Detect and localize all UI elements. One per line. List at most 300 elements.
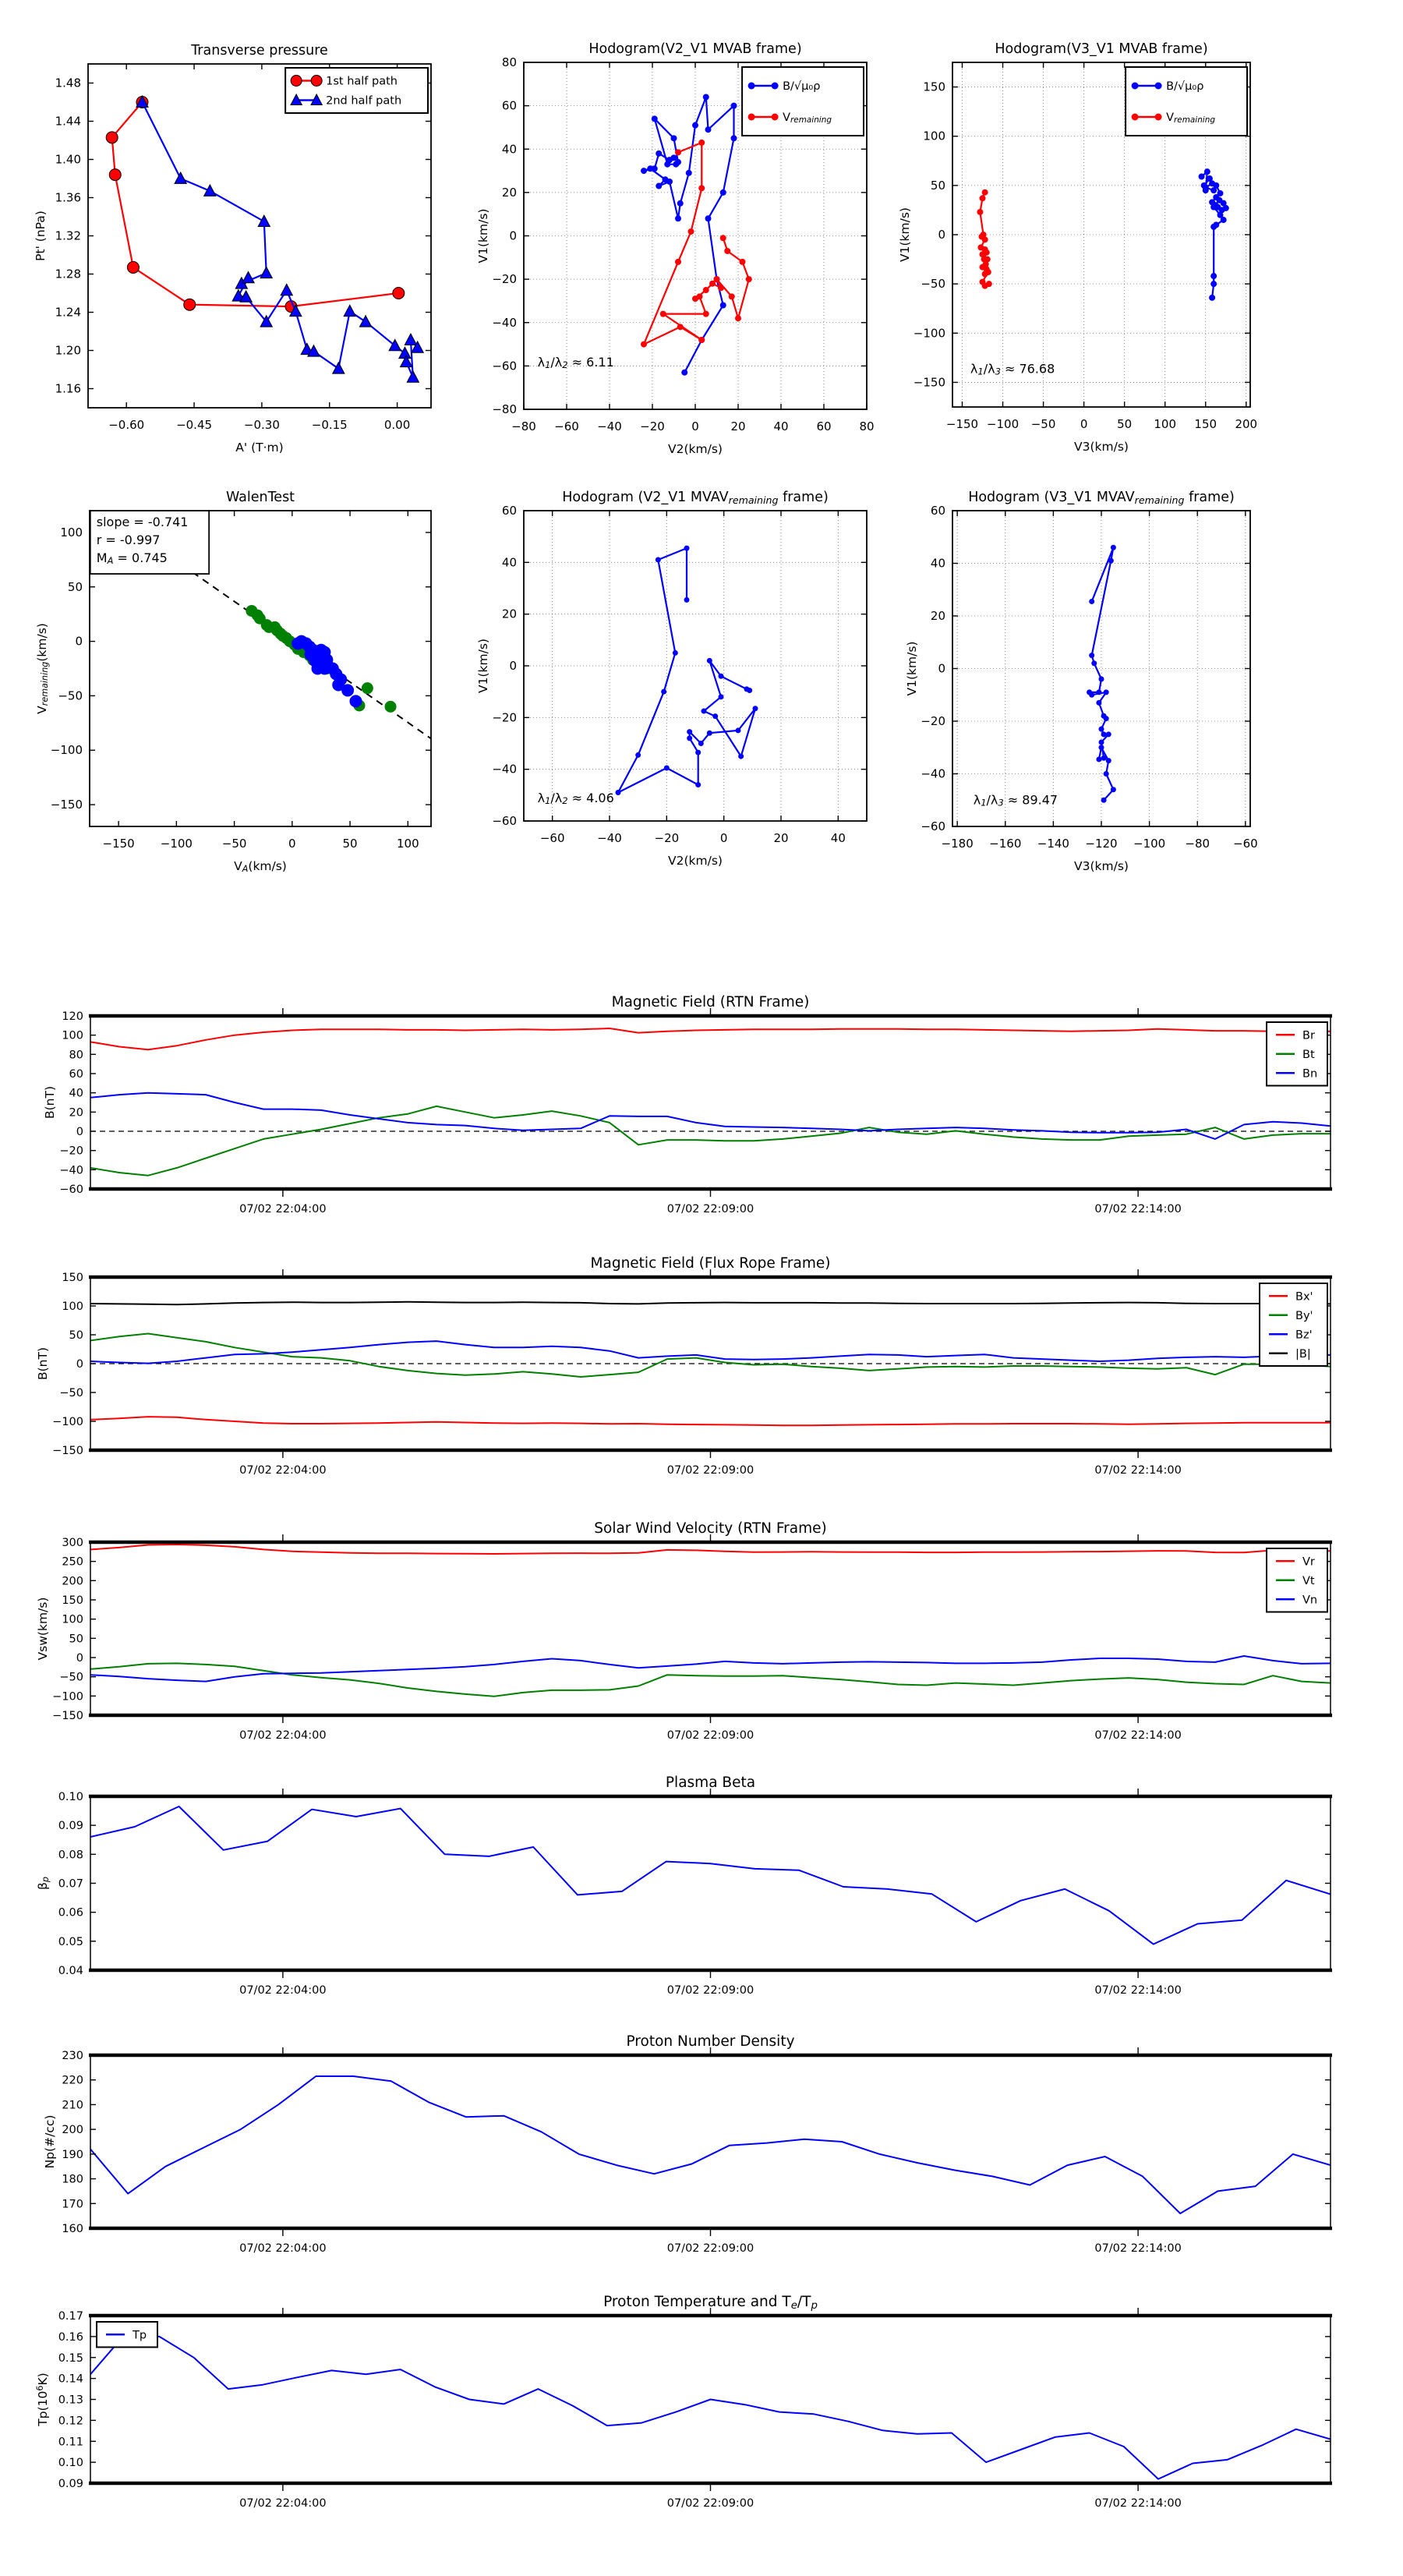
y-tick-label: −100 — [52, 1690, 83, 1704]
x-tick-label: 07/02 22:09:00 — [666, 1464, 755, 1477]
x-axis-label: V2(km/s) — [668, 854, 723, 868]
legend-label: Vremaining — [1166, 111, 1215, 125]
data-point — [705, 126, 712, 133]
data-point — [1101, 755, 1107, 761]
data-point — [735, 315, 741, 321]
y-tick-label: 100 — [62, 1029, 83, 1042]
data-point — [677, 200, 684, 207]
y-tick-label: 200 — [62, 1575, 83, 1588]
data-point — [1096, 756, 1101, 762]
y-tick-label: 40 — [501, 142, 517, 157]
y-tick-label: 150 — [62, 1272, 83, 1284]
x-tick-label: −60 — [554, 419, 579, 433]
data-point — [753, 706, 758, 711]
data-point — [291, 76, 302, 87]
y-tick-label: 0 — [509, 228, 517, 243]
y-tick-label: 0 — [938, 228, 945, 242]
y-tick-label: 20 — [501, 185, 517, 200]
y-tick-label: 50 — [69, 1329, 83, 1342]
x-tick-label: 100 — [396, 837, 419, 851]
data-point — [1199, 173, 1205, 179]
data-point — [1210, 204, 1217, 211]
data-point — [703, 287, 709, 293]
data-point — [341, 684, 354, 696]
annotation-text: λ1/λ2 ≈ 6.11 — [537, 354, 614, 371]
data-point — [1101, 731, 1107, 737]
data-point — [748, 83, 755, 90]
data-point — [731, 103, 737, 109]
legend-label: 2nd half path — [326, 94, 402, 108]
y-tick-label: 20 — [501, 607, 517, 621]
data-point — [698, 140, 705, 146]
data-point — [705, 215, 712, 221]
y-tick-label: 1.32 — [55, 228, 81, 243]
y-tick-label: 1.16 — [55, 381, 81, 396]
data-point — [703, 311, 709, 317]
x-tick-label: 200 — [1235, 417, 1258, 431]
data-point — [702, 709, 707, 714]
data-point — [1209, 295, 1215, 301]
data-point — [772, 114, 779, 121]
data-point — [740, 259, 746, 265]
y-tick-label: 100 — [62, 1300, 83, 1313]
data-point — [738, 754, 744, 759]
x-tick-label: 40 — [830, 831, 846, 845]
y-axis-label: V1(km/s) — [905, 641, 919, 696]
x-tick-label: −40 — [597, 419, 622, 433]
panel-title: Transverse pressure — [191, 43, 328, 58]
data-point — [1108, 558, 1114, 564]
data-point — [747, 688, 752, 693]
data-point — [712, 713, 718, 719]
y-tick-label: 160 — [62, 2223, 83, 2235]
x-tick-label: 07/02 22:04:00 — [239, 1203, 327, 1215]
y-tick-label: −50 — [59, 1387, 83, 1399]
x-tick-label: 20 — [773, 831, 789, 845]
x-tick-label: −20 — [654, 831, 680, 845]
y-tick-label: −50 — [58, 688, 83, 703]
x-tick-label: −0.60 — [108, 418, 145, 432]
data-point — [720, 303, 726, 309]
y-tick-label: 0 — [938, 661, 945, 676]
panel-title: Proton Number Density — [626, 2033, 795, 2050]
data-point — [311, 76, 322, 87]
y-tick-label: 180 — [62, 2173, 83, 2186]
y-tick-label: 150 — [923, 80, 945, 94]
data-point — [1096, 689, 1101, 695]
annotation-text: λ1/λ2 ≈ 4.06 — [537, 791, 614, 807]
y-tick-label: 0.10 — [58, 1791, 83, 1803]
y-tick-label: 0.17 — [58, 2310, 83, 2323]
x-tick-label: −150 — [945, 417, 979, 431]
data-point — [1221, 217, 1227, 223]
x-tick-label: 07/02 22:14:00 — [1094, 1464, 1182, 1477]
x-tick-label: 07/02 22:04:00 — [239, 2497, 327, 2510]
data-point — [652, 115, 658, 122]
x-tick-label: −50 — [221, 837, 247, 851]
y-tick-label: 0.11 — [58, 2436, 83, 2449]
x-tick-label: 60 — [816, 419, 832, 433]
y-axis-label: V1(km/s) — [476, 639, 490, 693]
y-tick-label: 210 — [62, 2099, 83, 2112]
data-point — [720, 189, 726, 196]
data-point — [652, 165, 658, 172]
y-tick-label: 0.08 — [58, 1849, 83, 1862]
panel-title: Proton Temperature and Te/Tp — [603, 2294, 818, 2312]
y-tick-label: 80 — [69, 1049, 83, 1062]
y-tick-label: 120 — [62, 1010, 83, 1023]
y-tick-label: 0 — [76, 1126, 83, 1138]
legend-label: Bz' — [1295, 1329, 1313, 1342]
y-tick-label: −60 — [59, 1184, 83, 1196]
data-point — [641, 168, 647, 174]
data-point — [1111, 787, 1116, 792]
data-point — [686, 170, 692, 176]
y-tick-label: 50 — [67, 579, 83, 594]
data-point — [724, 248, 730, 254]
legend-label: Vr — [1302, 1555, 1315, 1569]
y-tick-label: 1.40 — [55, 152, 81, 167]
data-point — [106, 132, 118, 143]
x-tick-label: 100 — [1154, 417, 1177, 431]
data-point — [1096, 700, 1101, 706]
y-tick-label: 230 — [62, 2050, 83, 2062]
legend-label: 1st half path — [326, 75, 398, 88]
data-point — [1210, 273, 1217, 279]
y-tick-label: −20 — [492, 710, 517, 725]
x-tick-label: 07/02 22:04:00 — [239, 1464, 327, 1477]
data-point — [748, 114, 755, 121]
y-tick-label: 40 — [69, 1087, 83, 1100]
y-tick-label: 100 — [923, 129, 945, 143]
x-tick-label: 07/02 22:04:00 — [239, 1729, 327, 1742]
legend-box — [742, 67, 864, 136]
annotation-text: slope = -0.741 — [96, 515, 189, 530]
y-tick-label: −20 — [921, 714, 945, 728]
x-tick-label: 07/02 22:04:00 — [239, 1984, 327, 1997]
data-point — [385, 701, 397, 713]
data-point — [687, 735, 692, 741]
data-point — [664, 161, 670, 168]
y-tick-label: −60 — [492, 359, 517, 373]
y-axis-label: βp — [36, 1877, 51, 1890]
data-point — [1099, 740, 1104, 745]
data-point — [1099, 745, 1104, 750]
y-tick-label: 0.09 — [58, 2478, 83, 2490]
y-axis-label: B(nT) — [43, 1085, 57, 1120]
y-axis-label: Np(#/cc) — [43, 2114, 57, 2169]
x-tick-label: −40 — [597, 831, 622, 845]
x-axis-label: A' (T·m) — [235, 441, 284, 455]
data-point — [729, 293, 735, 299]
x-tick-label: 0 — [288, 837, 296, 851]
y-tick-label: −40 — [921, 766, 945, 781]
x-axis-label: VA(km/s) — [234, 859, 287, 875]
data-point — [635, 752, 641, 758]
x-tick-label: 50 — [1117, 417, 1133, 431]
x-tick-label: −60 — [1233, 837, 1258, 851]
data-point — [1132, 83, 1139, 90]
y-tick-label: 40 — [501, 555, 517, 570]
x-axis-label: V3(km/s) — [1074, 859, 1129, 873]
y-tick-label: 60 — [69, 1068, 83, 1081]
data-point — [977, 209, 983, 215]
data-point — [656, 183, 662, 189]
legend-box — [1267, 1022, 1327, 1086]
legend-label: B/√μ₀ρ — [783, 80, 821, 93]
data-point — [675, 149, 681, 155]
data-point — [688, 228, 694, 235]
legend-label: |B| — [1295, 1347, 1311, 1361]
panel-title: Solar Wind Velocity (RTN Frame) — [594, 1520, 827, 1537]
data-point — [982, 189, 988, 196]
x-tick-label: 07/02 22:14:00 — [1094, 2497, 1182, 2510]
data-point — [703, 94, 709, 101]
data-point — [681, 370, 687, 376]
data-point — [660, 311, 666, 317]
data-point — [714, 276, 720, 282]
data-point — [1091, 660, 1097, 666]
x-tick-label: 20 — [730, 419, 746, 433]
y-tick-label: 0.15 — [58, 2351, 83, 2365]
data-point — [719, 674, 724, 679]
legend-label: Vt — [1302, 1574, 1315, 1587]
legend-label: B/√μ₀ρ — [1166, 80, 1204, 93]
y-tick-label: 200 — [62, 2124, 83, 2137]
x-tick-label: −100 — [1133, 837, 1166, 851]
y-tick-label: 1.28 — [55, 267, 81, 281]
data-point — [1106, 731, 1111, 737]
y-tick-label: −50 — [921, 277, 945, 292]
x-tick-label: −0.30 — [243, 418, 280, 432]
data-point — [616, 790, 621, 795]
y-tick-label: −100 — [52, 1416, 83, 1428]
x-tick-label: −60 — [539, 831, 565, 845]
x-tick-label: −20 — [640, 419, 665, 433]
x-tick-label: 07/02 22:09:00 — [666, 1203, 755, 1215]
legend-label: Tp — [133, 2329, 147, 2342]
y-axis-label: Tp(106K) — [35, 2373, 50, 2426]
data-point — [673, 650, 678, 656]
y-tick-label: 0.04 — [58, 1965, 83, 1977]
data-point — [1099, 727, 1104, 732]
data-point — [707, 658, 712, 663]
x-tick-label: −180 — [941, 837, 974, 851]
x-tick-label: −80 — [1185, 837, 1210, 851]
legend-label: Br — [1302, 1029, 1315, 1042]
y-tick-label: −150 — [50, 798, 83, 812]
x-tick-label: 0.00 — [383, 418, 411, 432]
panel-title: Plasma Beta — [665, 1775, 756, 1791]
x-tick-label: −0.15 — [311, 418, 348, 432]
data-point — [1204, 168, 1210, 175]
y-tick-label: 0 — [76, 1652, 83, 1665]
data-point — [677, 324, 684, 330]
y-tick-label: 1.24 — [55, 305, 81, 320]
y-tick-label: 0.06 — [58, 1906, 83, 1920]
y-tick-label: 0.10 — [58, 2457, 83, 2470]
data-point — [316, 658, 328, 671]
data-point — [986, 281, 992, 287]
data-point — [707, 731, 712, 736]
x-axis-label: V3(km/s) — [1074, 440, 1129, 454]
x-tick-label: 80 — [859, 419, 875, 433]
y-tick-label: 0.07 — [58, 1877, 83, 1891]
data-point — [719, 694, 724, 699]
y-tick-label: 0.14 — [58, 2373, 83, 2386]
panel-title: Hodogram(V3_V1 MVAB frame) — [995, 41, 1208, 57]
data-point — [1111, 545, 1116, 550]
data-point — [127, 261, 139, 273]
y-tick-label: −60 — [921, 819, 945, 833]
y-tick-label: 60 — [930, 504, 945, 518]
panel-title: Magnetic Field (RTN Frame) — [611, 994, 810, 1010]
y-tick-label: 20 — [930, 609, 945, 623]
data-point — [698, 337, 705, 343]
y-tick-label: −100 — [50, 743, 83, 758]
x-tick-label: 0 — [719, 831, 728, 845]
data-point — [656, 557, 661, 563]
x-tick-label: −150 — [102, 837, 135, 851]
data-point — [362, 682, 373, 694]
x-tick-label: −80 — [511, 419, 536, 433]
y-tick-label: 190 — [62, 2148, 83, 2161]
y-tick-label: 170 — [62, 2198, 83, 2211]
data-point — [692, 122, 698, 129]
data-point — [1099, 677, 1104, 682]
y-axis-label: Vremaining(km/s) — [35, 623, 51, 714]
data-point — [1210, 224, 1217, 230]
annotation-text: λ1/λ3 ≈ 89.47 — [973, 792, 1058, 809]
data-point — [695, 750, 701, 755]
y-tick-label: 80 — [501, 55, 517, 69]
y-tick-label: 0.05 — [58, 1935, 83, 1948]
panel-title: Magnetic Field (Flux Rope Frame) — [590, 1255, 831, 1272]
data-point — [698, 741, 704, 746]
y-tick-label: 50 — [930, 178, 945, 193]
data-point — [393, 288, 405, 299]
x-tick-label: 50 — [342, 837, 358, 851]
legend-label: Bx' — [1295, 1290, 1313, 1304]
data-point — [772, 83, 779, 90]
x-tick-label: −100 — [986, 417, 1020, 431]
y-axis-label: V1(km/s) — [898, 207, 912, 262]
data-point — [1089, 599, 1094, 604]
data-point — [1104, 771, 1109, 777]
data-point — [184, 299, 196, 310]
data-point — [1101, 798, 1107, 803]
data-point — [663, 176, 669, 182]
y-tick-label: 0.16 — [58, 2330, 83, 2344]
y-tick-label: 150 — [62, 1594, 83, 1607]
annotation-text: λ1/λ3 ≈ 76.68 — [970, 361, 1055, 377]
y-tick-label: −150 — [52, 1710, 83, 1722]
annotation-text: r = -0.997 — [96, 533, 161, 548]
x-tick-label: 0 — [691, 419, 699, 433]
x-tick-label: −50 — [1030, 417, 1056, 431]
y-tick-label: −80 — [492, 402, 517, 416]
data-point — [675, 215, 681, 221]
x-tick-label: 07/02 22:09:00 — [666, 2497, 755, 2510]
legend-box — [1267, 1548, 1327, 1612]
data-point — [673, 161, 679, 168]
data-point — [687, 729, 692, 734]
x-tick-label: −140 — [1037, 837, 1069, 851]
data-point — [661, 689, 666, 695]
data-point — [1104, 716, 1109, 721]
legend-label: Vremaining — [783, 111, 832, 125]
y-tick-label: −50 — [59, 1671, 83, 1684]
legend-box — [97, 2322, 157, 2348]
data-point — [656, 150, 662, 157]
legend-label: Bn — [1302, 1067, 1318, 1081]
panel-title: WalenTest — [225, 490, 295, 505]
y-tick-label: 0 — [76, 1358, 83, 1371]
legend-box — [1126, 67, 1247, 136]
data-point — [695, 782, 701, 787]
x-tick-label: 07/02 22:09:00 — [666, 2242, 755, 2255]
data-point — [1106, 758, 1111, 763]
x-tick-label: 07/02 22:09:00 — [666, 1729, 755, 1742]
data-point — [1104, 689, 1109, 695]
data-point — [980, 195, 986, 201]
y-axis-label: V1(km/s) — [476, 208, 490, 264]
data-point — [1132, 114, 1139, 121]
data-point — [671, 135, 677, 141]
y-tick-label: −150 — [52, 1445, 83, 1457]
y-axis-label: B(nT) — [36, 1346, 50, 1381]
y-tick-label: −20 — [59, 1145, 83, 1158]
x-tick-label: 40 — [773, 419, 789, 433]
y-tick-label: 0.12 — [58, 2415, 83, 2428]
panel-title: Hodogram(V2_V1 MVAB frame) — [588, 41, 802, 57]
y-tick-label: −150 — [913, 375, 945, 390]
y-tick-label: −40 — [492, 315, 517, 330]
legend-label: By' — [1295, 1309, 1313, 1322]
data-point — [692, 295, 698, 302]
y-tick-label: −40 — [59, 1164, 83, 1177]
y-tick-label: 100 — [60, 525, 83, 540]
data-point — [684, 546, 690, 551]
y-tick-label: −40 — [492, 762, 517, 777]
data-point — [1155, 114, 1162, 121]
y-tick-label: 250 — [62, 1555, 83, 1569]
data-point — [718, 285, 724, 291]
data-point — [1203, 184, 1209, 190]
data-point — [109, 169, 121, 181]
data-point — [982, 236, 988, 242]
panel-title: Hodogram (V2_V1 MVAVremaining frame) — [562, 490, 829, 506]
y-tick-label: 20 — [69, 1106, 83, 1120]
x-tick-label: 150 — [1194, 417, 1217, 431]
y-tick-label: 220 — [62, 2074, 83, 2087]
y-tick-label: 1.48 — [55, 76, 81, 90]
data-point — [349, 695, 362, 707]
data-point — [1210, 281, 1217, 287]
y-tick-label: 100 — [62, 1613, 83, 1626]
x-tick-label: −160 — [989, 837, 1022, 851]
y-tick-label: 1.20 — [55, 343, 81, 358]
x-axis-label: V2(km/s) — [668, 442, 723, 456]
data-point — [1155, 83, 1162, 90]
data-point — [985, 269, 991, 275]
x-tick-label: 07/02 22:14:00 — [1094, 1984, 1182, 1997]
x-tick-label: 07/02 22:09:00 — [666, 1984, 755, 1997]
y-axis-label: Vsw(km/s) — [36, 1597, 50, 1661]
y-tick-label: 0 — [509, 659, 517, 673]
y-tick-label: 0 — [75, 634, 83, 649]
x-tick-label: 07/02 22:14:00 — [1094, 1729, 1182, 1742]
